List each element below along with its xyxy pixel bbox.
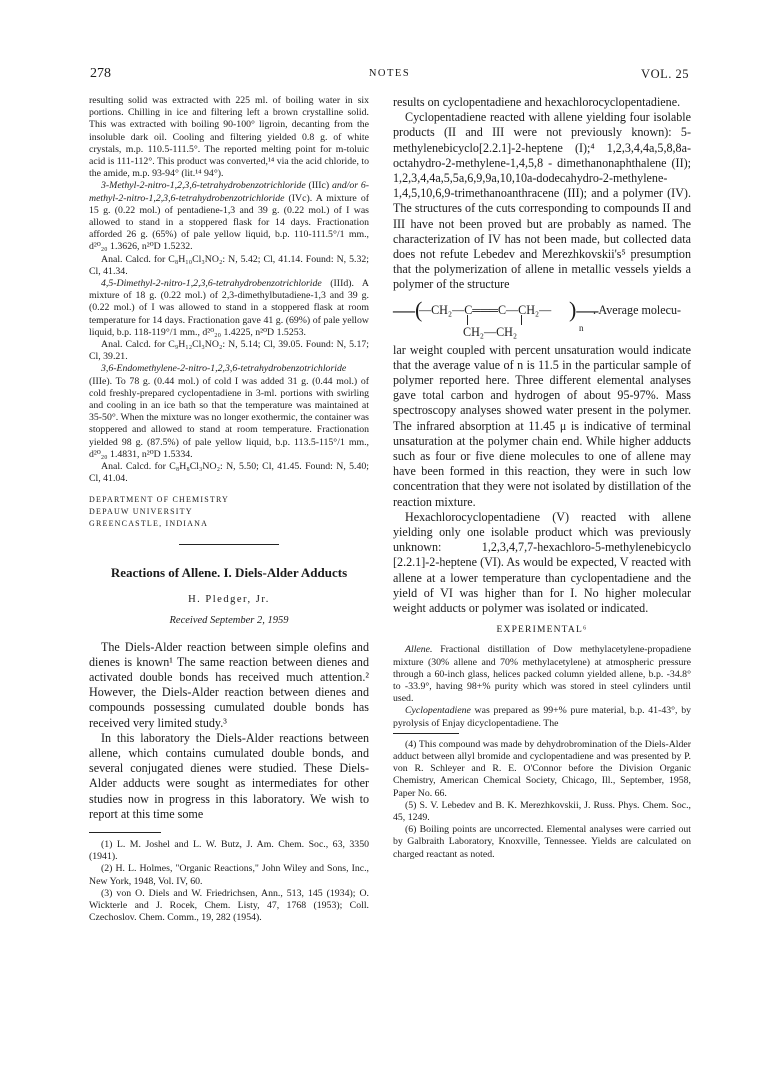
paragraph: Allene. Fractional distillation of Dow methylacetylene-propadiene mixture (30% allene and 70% methylacetylene) at atmospheric pressure through a 60-inch glass, helices packed column yielded allene, b.p. -34.8° to -33.9°, having 98+% purity which was stored in steel cylinders until used. bbox=[393, 644, 691, 705]
section-divider bbox=[179, 544, 279, 545]
paragraph: Cyclopentadiene was prepared as 99+% pure material, b.p. 41-43°, by pyrolysis of Enjay dicyclopentadiene. The bbox=[393, 705, 691, 729]
author: H. Pledger, Jr. bbox=[188, 593, 270, 605]
left-column bbox=[89, 95, 369, 924]
polymer-formula: —( —CH₂—C═══C—CH₂— )— n . Average molecu- CH₂—CH₂ bbox=[393, 296, 682, 339]
body-paragraph: lar weight coupled with percent unsaturation would indicate that the average value of n is 11.5 in the particular sample of polymer reported here. Three different elemental analyses gave total carbon and hydrogen of about 95-97%. Mass spectroscopy analyses showed water present in the polymer. The infrared absorption at 11.45 μ is indicative of terminal unsaturation at the polymer chain end. While higher adducts such as four or five diene molecules to one of allene may have been formed in this reaction, they were in such low concentration that they were not isolated by distillation of the reaction mixture. bbox=[393, 342, 691, 509]
paragraph: 4,5-Dimethyl-2-nitro-1,2,3,6-tetrahydrobenzotrichloride (IIId). A mixture of 18 g. (0.22 mol.) of 2,3-dimethylbutadiene-1,3 and 39 g. (0.22 mol.) of I was allowed to stand in a stoppered flask at room temperature for 14 days. Fractionation gave 41 g. (69%) of pale yellow liquid, b.p. 118-119°/1 mm., d²⁰₂₀ 1.4225, n²⁰D 1.5253. bbox=[89, 278, 369, 338]
right-column bbox=[393, 95, 691, 861]
analysis-paragraph: Anal. Calcd. for C₈H₈Cl₃NO₂: N, 5.50; Cl, 41.45. Found: N, 5.40; Cl, 41.04. bbox=[89, 461, 369, 485]
section-heading: EXPERIMENTAL⁶ bbox=[496, 625, 588, 636]
body-paragraph: results on cyclopentadiene and hexachlorocyclopentadiene. bbox=[393, 95, 681, 109]
body-paragraph: In this laboratory the Diels-Alder reactions between allene, which contains cumulated double bonds, and several conjugated dienes were studied. These Diels-Alder adducts were sought as intermediates for other studies now in progress in this laboratory. We wish to report at this time some bbox=[89, 730, 369, 821]
analysis-paragraph: Anal. Calcd. for C₈H₁₀Cl₃NO₂: N, 5.42; Cl, 41.14. Found: N, 5.32; Cl, 41.34. bbox=[89, 253, 369, 277]
compound-name: 4,5-Dimethyl-2-nitro-1,2,3,6-tetrahydrobenzotrichloride bbox=[101, 278, 322, 290]
volume-label: VOL. 25 bbox=[641, 67, 689, 81]
received-date: Received September 2, 1959 bbox=[169, 614, 289, 626]
footnote: (2) H. L. Holmes, "Organic Reactions," John Wiley and Sons, Inc., New York, 1948, Vol. IV, 60. bbox=[89, 863, 369, 887]
compound-name: 6-methyl-2-nitro-1,2,3,6-tetrahydrobenzotrichloride bbox=[89, 180, 370, 204]
body-paragraph: The Diels-Alder reaction between simple olefins and dienes is known¹ The same reaction between dienes and activated double bonds has received much attention.² However, the Diels-Alder reaction between dienes and compounds possessing cumulated double bonds has received very limited study.³ bbox=[89, 639, 369, 730]
footnote: (4) This compound was made by dehydrobromination of the Diels-Alder adduct between allyl bromide and cyclopentadiene and was presented by P. von R. Schleyer and R. E. O'Connor before the Division Organic Chemistry, American Chemical Society, Chicago, Ill., September, 1958, Paper No. 66. bbox=[393, 738, 691, 799]
running-title: NOTES bbox=[368, 68, 411, 79]
article-title: Reactions of Allene. I. Diels-Alder Adducts bbox=[110, 564, 348, 580]
footnote: (5) S. V. Lebedev and B. K. Merezhkovskii, J. Russ. Phys. Chem. Soc., 45, 1249. bbox=[393, 799, 691, 823]
paragraph: 3,6-Endomethylene-2-nitro-1,2,3,6-tetrahydrobenzotrichloride (IIIe). To 78 g. (0.44 mol.) of cold I was added 31 g. (0.44 mol.) of cold freshly-prepared cyclopentadiene in 3-ml. portions with swirling and cooling in an ice bath so that the temperature was maintained at 35-50°. When the mixture was no longer exothermic, the container was stoppered and allowed to stand at room temperature. Fractionation yielded 98 g. (87.5%) of pale yellow liquid, b.p. 113.5-115°/1 mm., d²⁰₂₀ 1.4831, n²⁰D 1.5334. bbox=[89, 363, 369, 460]
paragraph: resulting solid was extracted with 225 ml. of boiling water in six portions. Chilling in ice and filtering left a brown crystalline solid. This was extracted with boiling 90-100° ligroin, decanting from the insoluble dark oil. Cooling and filtering yielded 0.8 g. of white crystals, m.p. 110.5-111.5°. The reported melting point for m-toluic acid is 111-112°. This product was converted,¹⁴ via the acid chloride, to the amide, m.p. 93-94° (lit.¹⁴ 94°). bbox=[89, 95, 369, 180]
footnote-divider bbox=[89, 832, 161, 833]
paragraph: 3-Methyl-2-nitro-1,2,3,6-tetrahydrobenzotrichloride (IIIc) and/or 6-methyl-2-nitro-1,2,3,6-tetrahydrobenzotrichloride (IVc). A mixture of 15 g. (0.22 mol.) of pentadiene-1,3 and 39 g. (0.22 mol.) of I was allowed to stand in a stoppered flask for 14 days. Fractionation afforded 26 g. (65%) of pale yellow liquid, b.p. 110-111.5°/1 mm., d²⁰₂₀ 1.3626, n²⁰D 1.5232. bbox=[89, 180, 370, 253]
footnote: (6) Boiling points are uncorrected. Elemental analyses were carried out by Galbraith Laboratory, Knoxville, Tennessee. Yields are calculated on charged reactant as noted. bbox=[393, 824, 691, 860]
body-paragraph: Hexachlorocyclopentadiene (V) reacted with allene yielding only one isolable product which was previously unknown: 1,2,3,4,7,7-hexachloro-5-methylenebicyclo [2.2.1]-2-heptene (VI). As would be expected, V reacted with allene at a lower temperature than cyclopentadiene and the yield of VI was higher than for I. No higher molecular weight adducts or polymer was isolated or indicated. bbox=[393, 509, 691, 616]
footnote: (1) L. M. Joshel and L. W. Butz, J. Am. Chem. Soc., 63, 3350 (1941). bbox=[89, 838, 369, 863]
footnote: (3) von O. Diels and W. Friedrichsen, Ann., 513, 145 (1934); O. Wickterle and J. Rocek, Chem. Listy, 47, 1768 (1953); Coll. Czechoslov. Chem. Comm., 19, 282 (1954). bbox=[89, 887, 369, 924]
page-header bbox=[90, 66, 689, 86]
affiliation: DEPARTMENT OF CHEMISTRY DEPAUW UNIVERSITY GREENCASTLE, INDIANA bbox=[89, 494, 230, 528]
body-paragraph: Cyclopentadiene reacted with allene yielding four isolable products (II and III were not previously known): 5-methylenebicyclo[2.2.1]-2-heptene (I);⁴ 1,2,3,4,4a,5,8,8a-octahydro-2-methylene-1,4,5,8 - dimethanonaphthalene (II); 1,2,3,4,4a,5,5a,6,9,9a,10,10a-dodecahydro-2-methylene-1,4,5,10,6,9-trimethanoanthracene (III); and a polymer (IV). The structures of the cuts corresponding to compounds II and III have not been proved but are probably as named. The characterization of IV has not been made, but collected data does not refute Lebedev and Merezhkovskii's⁵ presumption that the polymerization of allene in metallic vessels yields a polymer of the structure bbox=[393, 110, 691, 292]
compound-name: 3,6-Endomethylene-2-nitro-1,2,3,6-tetrahydrobenzotrichloride bbox=[101, 363, 347, 375]
page-number: 278 bbox=[90, 66, 111, 81]
analysis-paragraph: Anal. Calcd. for C₉H₁₂Cl₃NO₂: N, 5.14; Cl, 39.05. Found: N, 5.17; Cl, 39.21. bbox=[89, 339, 369, 363]
footnote-divider bbox=[393, 733, 459, 734]
compound-name: 3-Methyl-2-nitro-1,2,3,6-tetrahydrobenzotrichloride bbox=[101, 180, 306, 192]
